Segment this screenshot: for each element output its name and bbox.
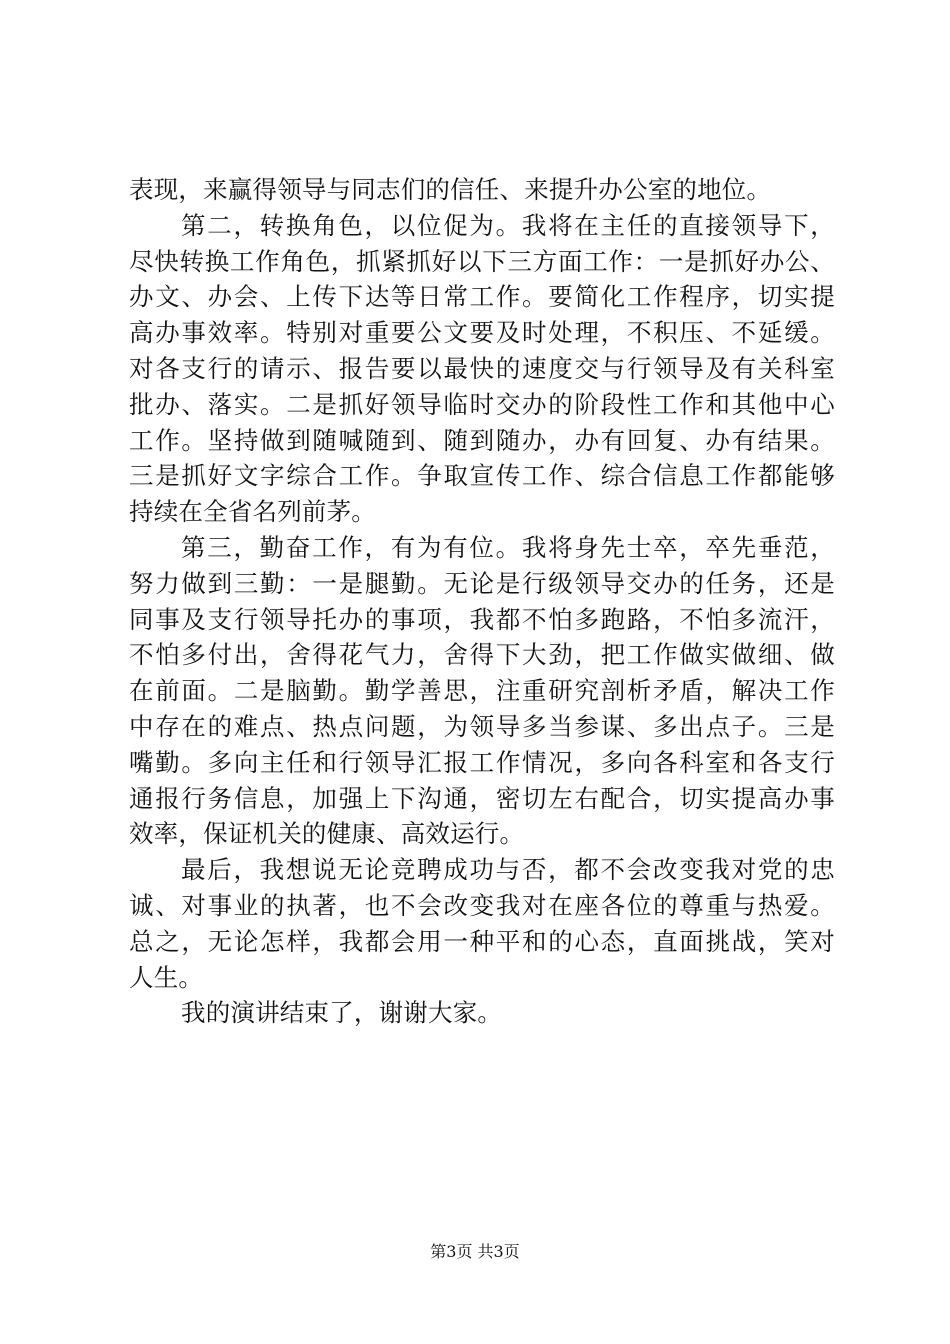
text-line: 高办事效率。特别对重要公文要及时处理，不积压、不延缓。 bbox=[129, 318, 835, 348]
text-line: 同事及支行领导托办的事项，我都不怕多跑路，不怕多流汗， bbox=[129, 604, 835, 634]
text-line: 尽快转换工作角色，抓紧抓好以下三方面工作：一是抓好办公、 bbox=[129, 246, 835, 276]
document-body bbox=[129, 172, 835, 1031]
text-line: 工作。坚持做到随喊随到、随到随办，办有回复、办有结果。 bbox=[129, 425, 835, 455]
text-line: 嘴勤。多向主任和行领导汇报工作情况，多向各科室和各支行 bbox=[129, 747, 835, 777]
text-line: 不怕多付出，舍得花气力，舍得下大劲，把工作做实做细、做 bbox=[129, 640, 835, 670]
text-line: 中存在的难点、热点问题，为领导多当参谋、多出点子。三是 bbox=[129, 711, 835, 741]
text-line: 表现，来赢得领导与同志们的信任、来提升办公室的地位。 bbox=[129, 175, 772, 204]
text-line: 最后，我想说无论竞聘成功与否，都不会改变我对党的忠 bbox=[181, 855, 835, 885]
text-line: 第三，勤奋工作，有为有位。我将身先士卒，卒先垂范， bbox=[181, 532, 835, 562]
text-line: 办文、办会、上传下达等日常工作。要简化工作程序，切实提 bbox=[129, 282, 835, 312]
text-line: 人生。 bbox=[129, 962, 204, 992]
text-line: 批办、落实。二是抓好领导临时交办的阶段性工作和其他中心 bbox=[129, 389, 835, 419]
text-line: 对各支行的请示、报告要以最快的速度交与行领导及有关科室 bbox=[129, 353, 835, 383]
text-line: 通报行务信息，加强上下沟通，密切左右配合，切实提高办事 bbox=[129, 783, 835, 813]
text-line: 我的演讲结束了，谢谢大家。 bbox=[181, 998, 503, 1028]
text-line: 第二，转换角色，以位促为。我将在主任的直接领导下， bbox=[181, 210, 835, 240]
text-line: 总之，无论怎样，我都会用一种平和的心态，直面挑战，笑对 bbox=[129, 926, 835, 956]
text-line: 持续在全省名列前茅。 bbox=[129, 497, 376, 527]
text-line: 三是抓好文字综合工作。争取宣传工作、综合信息工作都能够 bbox=[129, 461, 835, 491]
text-line: 努力做到三勤：一是腿勤。无论是行级领导交办的任务，还是 bbox=[129, 568, 835, 598]
text-line: 在前面。二是脑勤。勤学善思，注重研究剖析矛盾，解决工作 bbox=[129, 676, 835, 706]
text-line: 诚、对事业的执著，也不会改变我对在座各位的尊重与热爱。 bbox=[129, 890, 835, 920]
text-line: 效率，保证机关的健康、高效运行。 bbox=[129, 819, 525, 849]
page-footer: 第3页 共3页 bbox=[430, 1242, 520, 1261]
